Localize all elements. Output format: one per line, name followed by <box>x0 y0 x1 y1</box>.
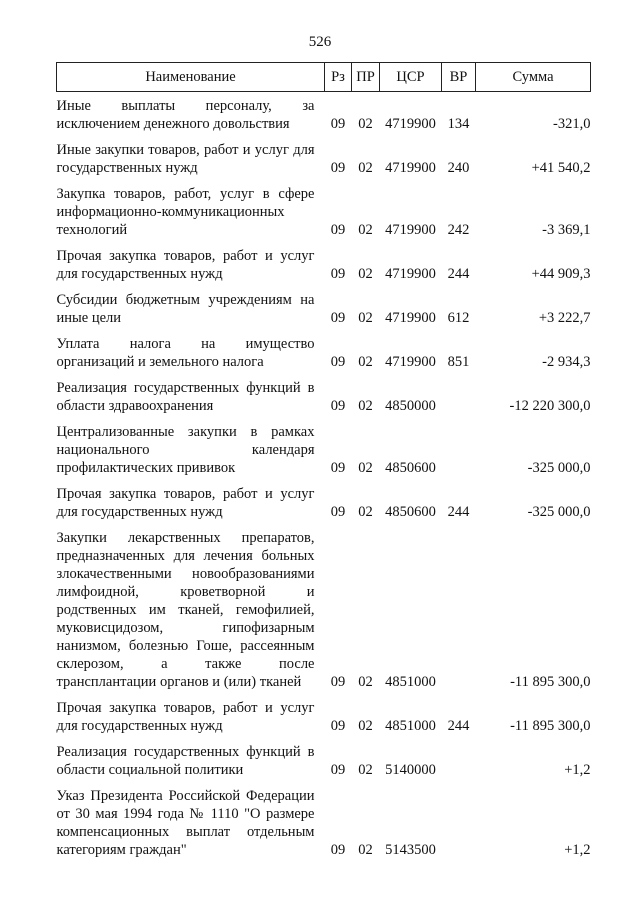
cell-sum: +3 222,7 <box>538 310 591 326</box>
cell-name: Прочая закупка товаров, работ и услуг для государственных нужд <box>56 486 315 520</box>
header-csr: ЦСР <box>380 63 442 92</box>
cell-rz: 09 <box>330 460 346 476</box>
cell-sum: +44 909,3 <box>531 266 591 282</box>
table-row <box>57 180 591 242</box>
cell-rz: 09 <box>330 398 346 414</box>
cell-pr: 02 <box>358 842 373 858</box>
header-name: Наименование <box>57 63 325 92</box>
cell-vr <box>442 782 476 862</box>
table-row <box>57 738 591 782</box>
cell-vr: 134 <box>447 116 470 132</box>
cell-csr: 4719900 <box>385 116 436 132</box>
page-number: 526 <box>308 34 332 50</box>
cell-name: Прочая закупка товаров, работ и услуг для государственных нужд <box>56 248 315 282</box>
cell-csr: 4719900 <box>385 160 436 176</box>
cell-pr: 02 <box>358 160 373 176</box>
cell-rz: 09 <box>330 160 346 176</box>
table-header-row <box>57 63 591 92</box>
cell-rz: 09 <box>330 762 346 778</box>
cell-csr: 4850600 <box>385 504 436 520</box>
cell-sum: +41 540,2 <box>531 160 591 176</box>
cell-sum: -321,0 <box>553 116 591 132</box>
table-row <box>57 374 591 418</box>
cell-sum: -11 895 300,0 <box>510 674 591 690</box>
cell-sum: -325 000,0 <box>527 460 591 476</box>
cell-sum: -325 000,0 <box>527 504 591 520</box>
cell-sum: -2 934,3 <box>542 354 591 370</box>
cell-name: Реализация государственных функций в области здравоохранения <box>56 380 315 414</box>
cell-sum: -12 220 300,0 <box>509 398 591 414</box>
cell-pr: 02 <box>358 354 373 370</box>
cell-csr: 4851000 <box>385 674 436 690</box>
cell-pr: 02 <box>358 266 373 282</box>
cell-name: Субсидии бюджетным учреждениям на иные цели <box>56 292 315 326</box>
cell-csr: 4719900 <box>385 266 436 282</box>
cell-rz: 09 <box>330 674 346 690</box>
cell-csr: 4719900 <box>385 222 436 238</box>
table-row <box>57 242 591 286</box>
cell-sum: +1,2 <box>564 842 591 858</box>
cell-vr: 851 <box>447 354 470 370</box>
cell-csr: 5143500 <box>385 842 436 858</box>
cell-vr: 244 <box>447 266 470 282</box>
cell-sum: -11 895 300,0 <box>510 718 591 734</box>
cell-rz: 09 <box>330 116 346 132</box>
cell-pr: 02 <box>358 116 373 132</box>
table-row <box>57 480 591 524</box>
table-row <box>57 782 591 862</box>
cell-csr: 4850600 <box>385 460 436 476</box>
cell-vr <box>442 738 476 782</box>
cell-vr <box>442 418 476 480</box>
budget-table <box>56 62 591 862</box>
cell-rz: 09 <box>330 842 346 858</box>
cell-name: Прочая закупка товаров, работ и услуг для государственных нужд <box>56 700 315 734</box>
cell-csr: 5140000 <box>385 762 436 778</box>
cell-rz: 09 <box>330 266 346 282</box>
cell-name: Централизованные закупки в рамках национального календаря профилактических прививок <box>56 424 315 476</box>
header-sum: Сумма <box>476 63 591 92</box>
budget-table-container <box>56 62 590 862</box>
cell-pr: 02 <box>358 718 373 734</box>
cell-rz: 09 <box>330 354 346 370</box>
table-row <box>57 136 591 180</box>
table-row <box>57 524 591 694</box>
table-row <box>57 330 591 374</box>
table-row <box>57 694 591 738</box>
table-row <box>57 286 591 330</box>
cell-pr: 02 <box>358 222 373 238</box>
table-row <box>57 92 591 137</box>
cell-rz: 09 <box>330 504 346 520</box>
cell-pr: 02 <box>358 460 373 476</box>
cell-name: Иные выплаты персоналу, за исключением денежного довольствия <box>56 98 315 132</box>
cell-name: Закупка товаров, работ, услуг в сфере информационно-коммуникационных технологий <box>56 186 315 238</box>
header-rz: Рз <box>325 63 352 92</box>
cell-vr <box>442 374 476 418</box>
cell-vr <box>442 524 476 694</box>
cell-sum: +1,2 <box>564 762 591 778</box>
cell-csr: 4719900 <box>385 354 436 370</box>
cell-vr: 240 <box>447 160 470 176</box>
cell-rz: 09 <box>330 310 346 326</box>
cell-rz: 09 <box>330 222 346 238</box>
cell-vr: 612 <box>447 310 470 326</box>
cell-pr: 02 <box>358 674 373 690</box>
cell-pr: 02 <box>358 310 373 326</box>
header-pr: ПР <box>352 63 380 92</box>
cell-pr: 02 <box>358 762 373 778</box>
cell-csr: 4719900 <box>385 310 436 326</box>
cell-rz: 09 <box>330 718 346 734</box>
cell-vr: 244 <box>447 504 470 520</box>
cell-name: Реализация государственных функций в области социальной политики <box>56 744 315 778</box>
cell-pr: 02 <box>358 504 373 520</box>
cell-name: Уплата налога на имущество организаций и земельного налога <box>56 336 315 370</box>
cell-pr: 02 <box>358 398 373 414</box>
cell-name: Иные закупки товаров, работ и услуг для государственных нужд <box>56 142 315 176</box>
cell-csr: 4851000 <box>385 718 436 734</box>
cell-vr: 244 <box>447 718 470 734</box>
cell-sum: -3 369,1 <box>542 222 591 238</box>
cell-name: Закупки лекарственных препаратов, предназначенных для лечения больных злокачественными новообразованиями лимфоидной, кроветворной и родственных им тканей, гемофилией, муковисцидозом, гипофизарным нанизмом, болезнью Гоше, рассеянным склерозом, а также после трансплантации органов и (или) тканей <box>56 530 315 690</box>
header-vr: ВР <box>442 63 476 92</box>
cell-csr: 4850000 <box>385 398 436 414</box>
cell-name: Указ Президента Российской Федерации от 30 мая 1994 года № 1110 "О размере компенсационных выплат отдельным категориям граждан" <box>56 788 315 858</box>
table-row <box>57 418 591 480</box>
cell-vr: 242 <box>447 222 470 238</box>
